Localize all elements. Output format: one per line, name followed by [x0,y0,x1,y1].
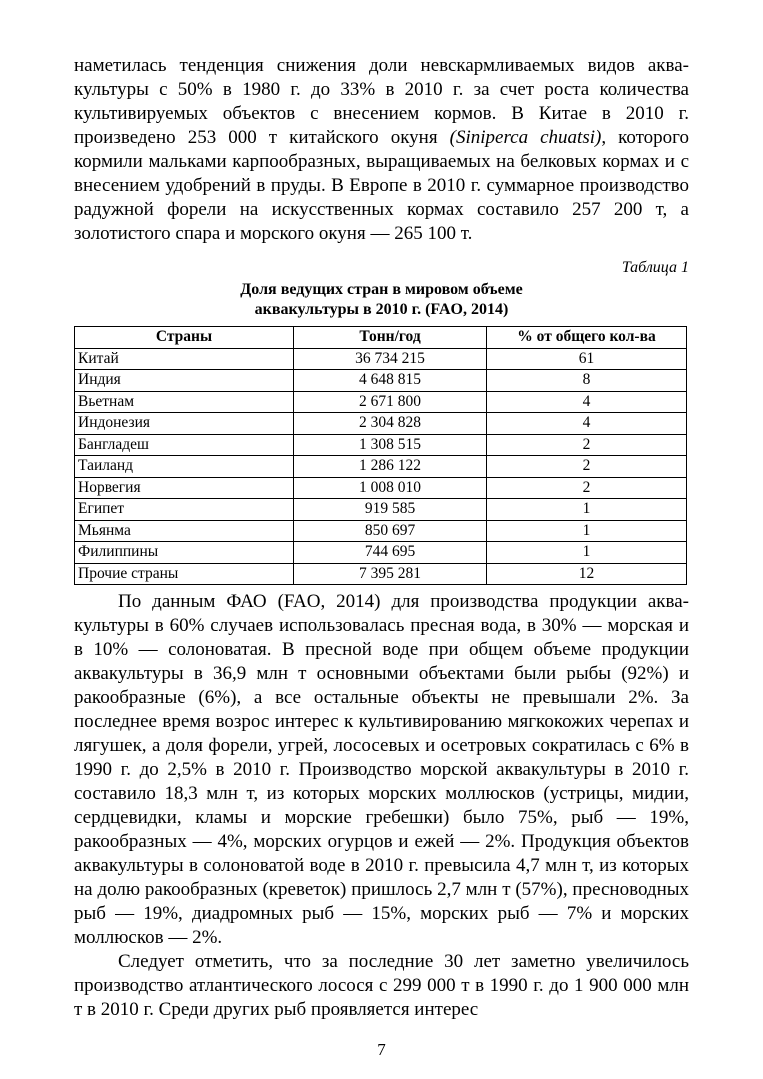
percent-cell: 1 [487,542,687,564]
percent-cell: 4 [487,391,687,413]
percent-cell: 4 [487,413,687,435]
country-cell: Прочие страны [75,563,294,585]
percent-cell: 61 [487,348,687,370]
country-cell: Норвегия [75,477,294,499]
table-row [75,434,687,456]
tons-cell: 36 734 215 [294,348,487,370]
country-cell: Индия [75,370,294,392]
tons-cell: 1 008 010 [294,477,487,499]
tons-cell: 744 695 [294,542,487,564]
table-row [75,456,687,478]
tons-cell: 4 648 815 [294,370,487,392]
country-cell: Вьетнам [75,391,294,413]
percent-cell: 2 [487,434,687,456]
tons-cell: 850 697 [294,520,487,542]
percent-cell: 12 [487,563,687,585]
percent-cell: 2 [487,456,687,478]
tons-cell: 919 585 [294,499,487,521]
table-row [75,348,687,370]
table-row [75,520,687,542]
tons-cell: 7 395 281 [294,563,487,585]
table-caption: Таблица 1 [621,259,689,276]
percent-cell: 2 [487,477,687,499]
tons-cell: 1 286 122 [294,456,487,478]
header-countries: Страны [75,327,294,349]
country-cell: Китай [75,348,294,370]
table-title-line-2: аквакультуры в 2010 г. (FAO, 2014) [254,301,509,318]
paragraph-2: По данным ФАО (FAO, 2014) для производства продукции аквакультуры в 60% случаев использовалась пресная вода, в 30% — морская и в 10% — солоноватая. В пресной воде при общем объеме продукции аквакультуры в 36,9 млн т основными объектами были рыбы (92%) и ракообразные (6%), а все остальные объекты не превышали 2%. За последнее время возрос интерес к культивированию мягкокожих черепах и лягушек, а доля форели, угрей, лососевых и осетровых сократилась с 6% в 1990 г. до 2,5% в 2010 г. Производство морской аквакультуры в 2010 г. составило 18,3 млн т, из которых морских моллюсков (устрицы, мидии, сердцевидки, кламы и морские гребешки) было 75%, рыб — 19%, ракообразных — 4%, морских огурцов и ежей — 2%. Продукция объектов аквакультуры в солоноватой воде в 2010 г. превысила 4,7 млн т, из которых на долю ракообразных (крeветок) пришлось 2,7 млн т (57%), пресноводных рыб — 19%, диадромных рыб — 15%, морских рыб — 7% и морских моллюсков — 2%. [74,591,689,948]
header-percent: % от общего кол-ва [487,327,687,349]
page-number: 7 [377,1040,386,1059]
species-name-italic: (Siniperca chuatsi) [449,127,602,148]
table-title-line-1: Доля ведущих стран в мировом объеме [240,281,523,298]
paragraph-1 [74,54,689,246]
page-body [74,54,689,1022]
table-row [75,499,687,521]
country-cell: Филиппины [75,542,294,564]
table-row [75,370,687,392]
country-cell: Мьянма [75,520,294,542]
paragraph-1-text: наметилась тенденция снижения доли невскармливаемых видов аквакультуры с 50% в 1980 г. до 33% в 2010 г. за счет роста количества культивируемых объектов с внесением кормов. В Китае в 2010 г. произведено 253 000 т китайского окуня [74,55,689,148]
table-row [75,413,687,435]
percent-cell: 8 [487,370,687,392]
table-row [75,563,687,585]
table-header-row [75,327,687,349]
country-cell: Таиланд [75,456,294,478]
paragraph-1-tail: , которого кормили мальками карпообразных, выращиваемых на белковых кормах и с внесением удобрений в пруды. В Европе в 2010 г. суммарное производство радужной форели на искусственных кормах составило 257 200 т, а золотистого спара и морского окуня — 265 100 т. [74,127,690,244]
percent-cell: 1 [487,520,687,542]
table-row [75,542,687,564]
table-title [74,280,689,320]
tons-cell: 1 308 515 [294,434,487,456]
table-row [75,391,687,413]
country-cell: Индонезия [75,413,294,435]
tons-cell: 2 304 828 [294,413,487,435]
country-cell: Бангладеш [75,434,294,456]
header-tons-per-year: Тонн/год [294,327,487,349]
tons-cell: 2 671 800 [294,391,487,413]
aquaculture-table [74,326,687,585]
table-row [75,477,687,499]
country-cell: Египет [75,499,294,521]
percent-cell: 1 [487,499,687,521]
paragraph-3: Следует отметить, что за последние 30 лет заметно увеличилось производство атлантического лосося с 299 000 т в 1990 г. до 1 900 000 млн т в 2010 г. Среди других рыб проявляется интерес [74,951,689,1020]
